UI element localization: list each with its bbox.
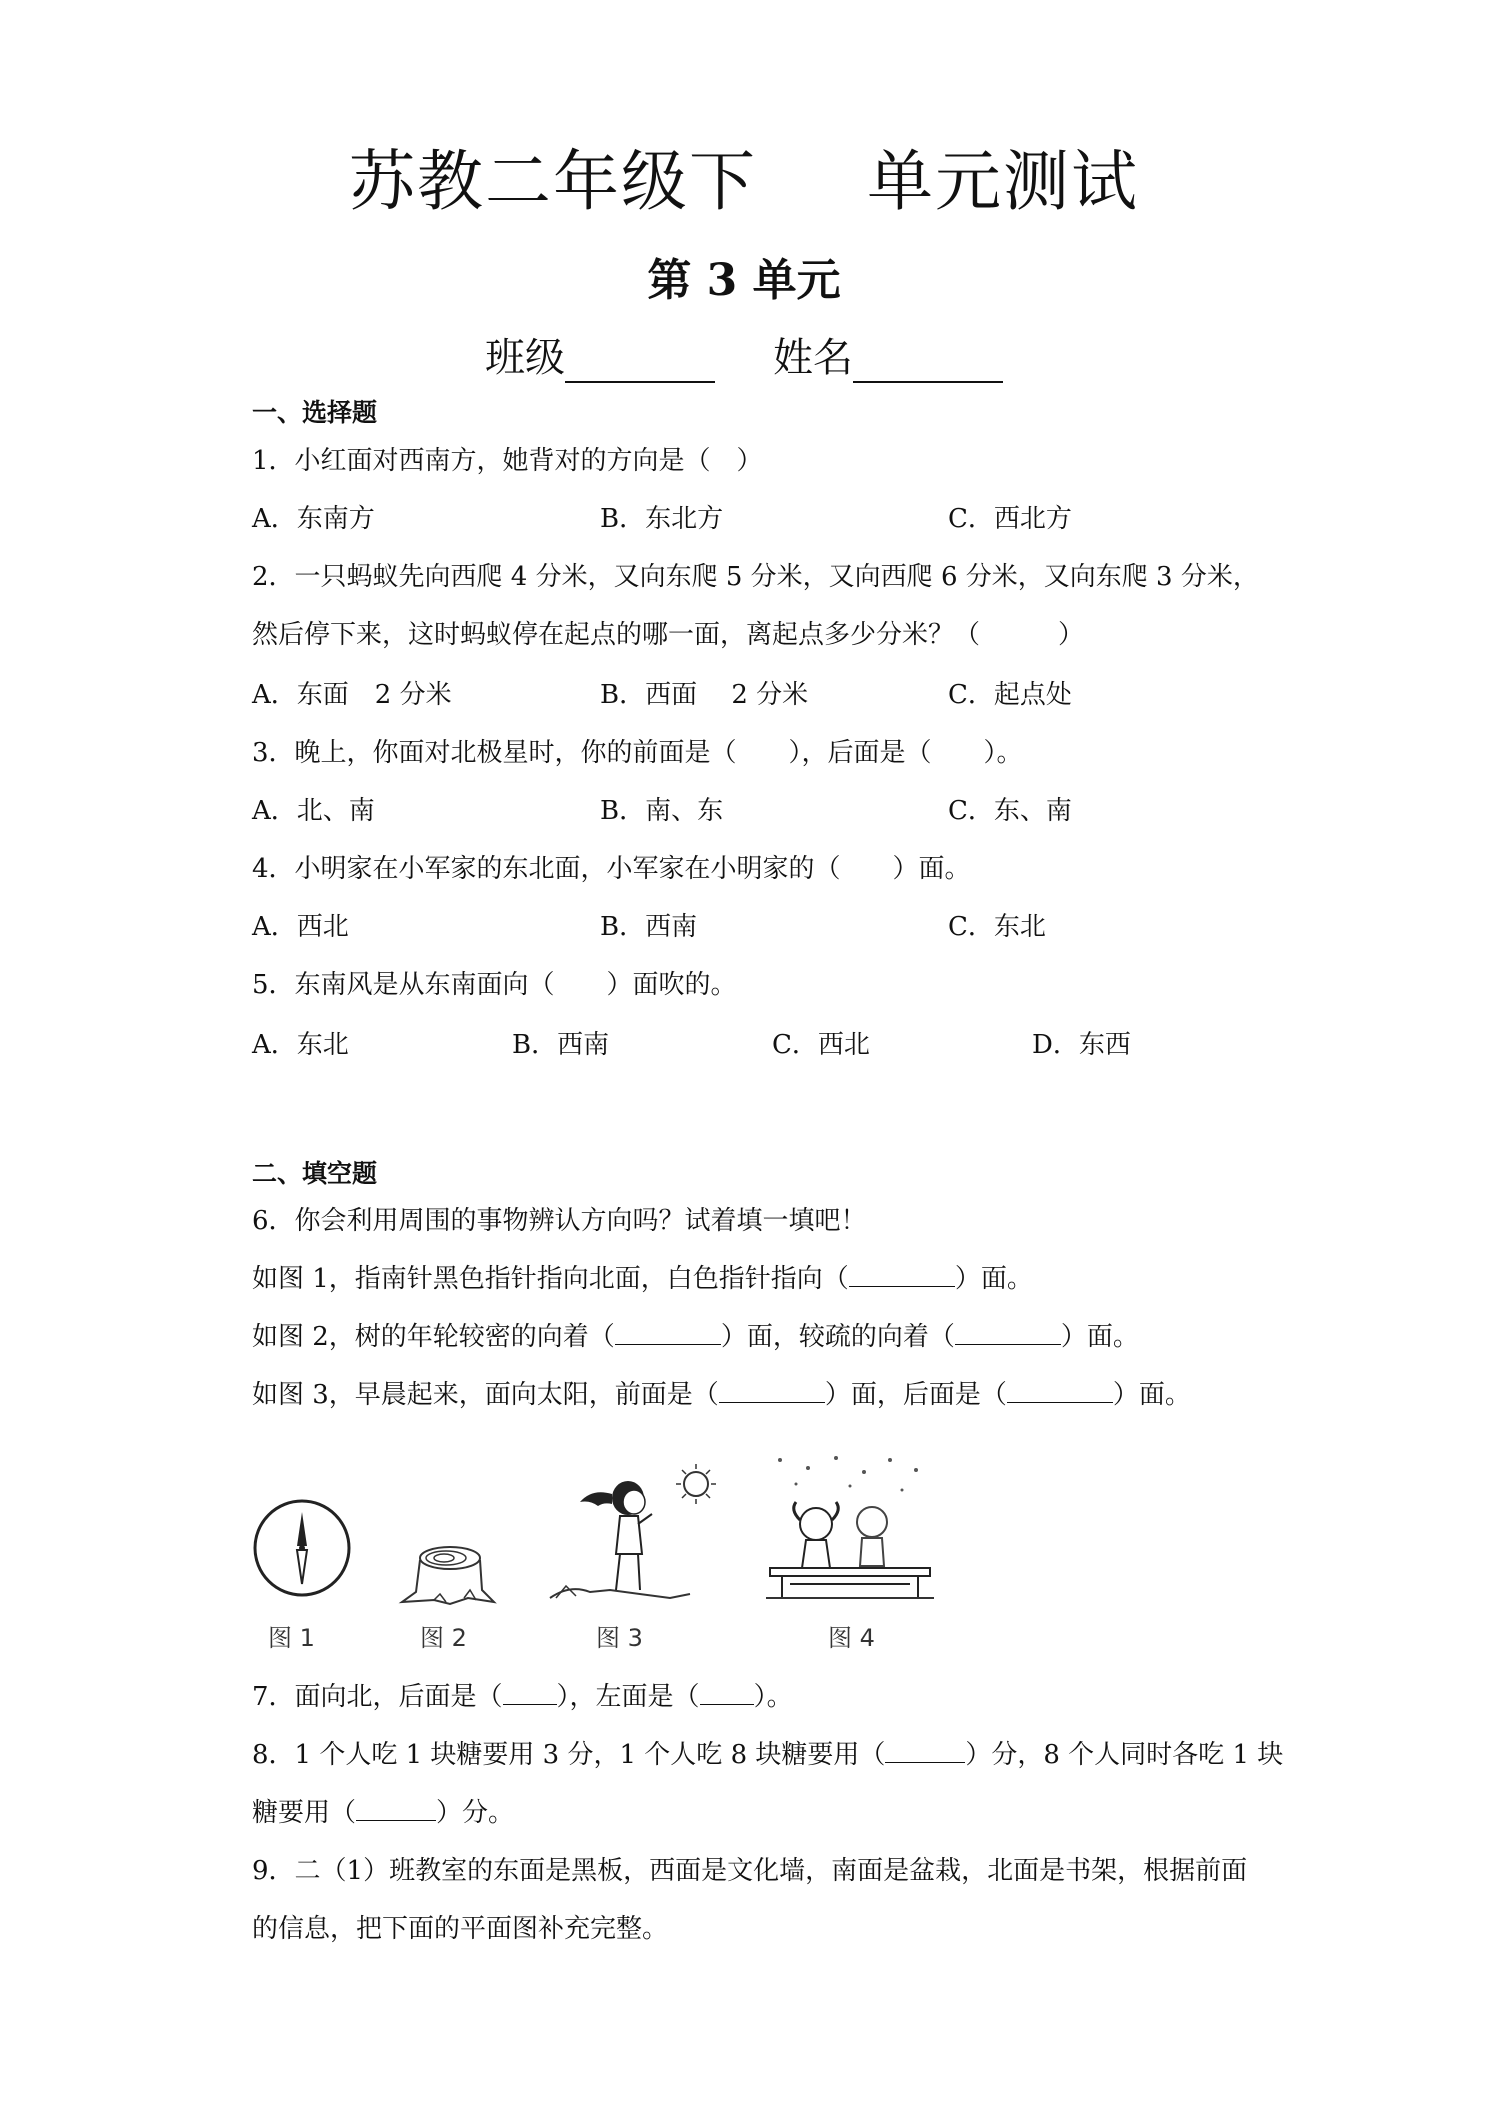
q1-option-a: A．东南方: [252, 504, 375, 534]
figure-3-label: 图 3: [596, 1624, 643, 1652]
section-heading-fill: 二、填空题: [252, 1159, 378, 1188]
q5-option-a: A．东北: [252, 1030, 349, 1060]
tree-stump-figure: [394, 1540, 514, 1610]
question-9-line1: 9．二（1）班教室的东面是黑板，西面是文化墙，南面是盆栽，北面是书架，根据前面: [252, 1856, 1248, 1886]
figure-4-label: 图 4: [828, 1624, 875, 1652]
q1-option-b: B．东北方: [600, 504, 724, 534]
compass-white-needle: [297, 1550, 307, 1584]
name-label: 姓名: [773, 335, 853, 381]
class-blank[interactable]: [565, 343, 715, 383]
q3-option-b: B．南、东: [600, 796, 724, 826]
q6-blank-1[interactable]: [849, 1262, 955, 1287]
compass-black-needle: [297, 1512, 307, 1546]
q7-blank-2[interactable]: [700, 1680, 754, 1705]
question-8-line2: 糖要用（ ）分。: [252, 1798, 515, 1828]
question-6-line2: 如图 2，树的年轮较密的向着（ ）面，较疏的向着（ ）面。: [252, 1322, 1139, 1352]
q5-option-d: D．东西: [1032, 1030, 1131, 1060]
girl-facing-sun-figure: [540, 1458, 730, 1608]
unit-subtitle: 第 3 单元: [647, 255, 841, 306]
question-4: 4．小明家在小军家的东北面，小军家在小明家的（ ）面。: [252, 854, 971, 884]
student-info-line: [0, 326, 1488, 383]
q3-option-a: A．北、南: [252, 796, 375, 826]
q6-blank-5[interactable]: [1007, 1378, 1113, 1403]
q3-option-c: C．东、南: [948, 796, 1072, 826]
compass-figure: [250, 1496, 354, 1600]
figure-2-label: 图 2: [420, 1624, 467, 1652]
q5-option-b: B．西南: [512, 1030, 610, 1060]
title-left: 苏教二年级下: [349, 143, 757, 220]
page-title: [0, 128, 1488, 223]
question-2-line1: 2．一只蚂蚁先向西爬 4 分米，又向东爬 5 分米，又向西爬 6 分米，又向东爬 3 分米，: [252, 562, 1259, 592]
question-1: 1．小红面对西南方，她背对的方向是（ ）: [252, 446, 763, 476]
question-6-line1: 如图 1，指南针黑色指针指向北面，白色指针指向（ ）面。: [252, 1264, 1033, 1294]
q5-option-c: C．西北: [772, 1030, 870, 1060]
q4-option-a: A．西北: [252, 912, 349, 942]
title-right: 单元测试: [867, 143, 1139, 220]
q4-option-b: B．西南: [600, 912, 698, 942]
question-7: 7．面向北，后面是（ ），左面是（ ）。: [252, 1682, 793, 1712]
q6-blank-2[interactable]: [615, 1320, 721, 1345]
q7-blank-1[interactable]: [503, 1680, 557, 1705]
question-5: 5．东南风是从东南面向（ ）面吹的。: [252, 970, 737, 1000]
q8-blank-2[interactable]: [356, 1796, 436, 1821]
question-9-line2: 的信息，把下面的平面图补充完整。: [252, 1914, 669, 1944]
question-6-line3: 如图 3，早晨起来，面向太阳，前面是（ ）面，后面是（ ）面。: [252, 1380, 1191, 1410]
question-8-line1: 8．1 个人吃 1 块糖要用 3 分，1 个人吃 8 块糖要用（ ）分，8 个人同时各吃 1 块: [252, 1740, 1284, 1770]
q6-blank-3[interactable]: [955, 1320, 1061, 1345]
q2-option-a: A．东面 2 分米: [252, 680, 452, 710]
q2-option-b: B．西面 2 分米: [600, 680, 809, 710]
question-3: 3．晚上，你面对北极星时，你的前面是（ ），后面是（ ）。: [252, 738, 1023, 768]
sun-icon: [684, 1472, 708, 1496]
q4-option-c: C．东北: [948, 912, 1046, 942]
children-night-sky-figure: [760, 1450, 940, 1600]
question-2-line2: 然后停下来，这时蚂蚁停在起点的哪一面，离起点多少分米？（ ）: [252, 620, 1085, 650]
section-heading-choice: 一、选择题: [252, 398, 378, 427]
q6-blank-4[interactable]: [719, 1378, 825, 1403]
q1-option-c: C．西北方: [948, 504, 1072, 534]
question-6-intro: 6．你会利用周围的事物辨认方向吗？试着填一填吧！: [252, 1206, 867, 1236]
q8-blank-1[interactable]: [885, 1738, 965, 1763]
class-label: 班级: [485, 335, 565, 381]
figure-1-label: 图 1: [268, 1624, 315, 1652]
name-blank[interactable]: [853, 343, 1003, 383]
q2-option-c: C．起点处: [948, 680, 1072, 710]
